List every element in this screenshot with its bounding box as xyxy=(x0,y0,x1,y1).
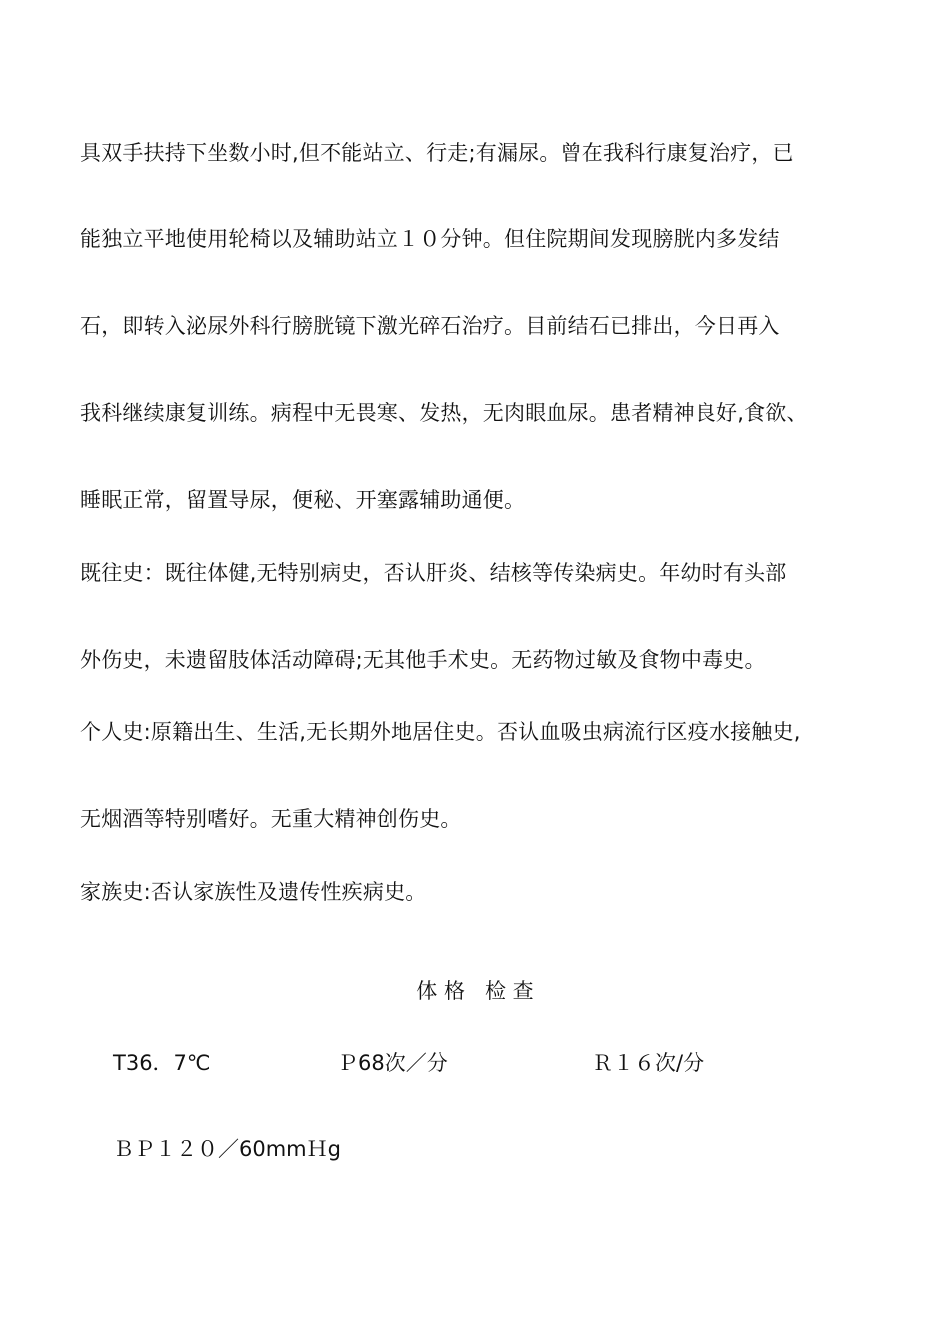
history-line-5: 睡眠正常，留置导尿，便秘、开塞露辅助通便。 xyxy=(80,488,526,512)
exam-heading: 体 格 检 查 xyxy=(416,979,534,1003)
history-line-4: 我科继续康复训练。病程中无畏寒、发热，无肉眼血尿。患者精神良好,食欲、 xyxy=(80,401,808,425)
personal-history-line-1: 个人史:原籍出生、生活,无长期外地居住史。否认血吸虫病流行区疫水接触史, xyxy=(80,720,801,744)
history-line-2: 能独立平地使用轮椅以及辅助站立１０分钟。但住院期间发现膀胱内多发结 xyxy=(80,227,780,251)
vital-blood-pressure: ＢＰ１２０／60mmＨg xyxy=(113,1137,341,1161)
past-history-line-2: 外伤史，未遗留肢体活动障碍;无其他手术史。无药物过敏及食物中毒史。 xyxy=(80,648,766,672)
family-history-line: 家族史:否认家族性及遗传性疾病史。 xyxy=(80,880,427,904)
vital-temperature: T36．7℃ xyxy=(113,1051,211,1075)
history-line-1: 具双手扶持下坐数小时,但不能站立、行走;有漏尿。曾在我科行康复治疗，已 xyxy=(80,141,794,165)
past-history-line-1: 既往史：既往体健,无特别病史，否认肝炎、结核等传染病史。年幼时有头部 xyxy=(80,561,787,585)
history-line-3: 石，即转入泌尿外科行膀胱镜下激光碎石治疗。目前结石已排出，今日再入 xyxy=(80,314,780,338)
vital-respiration: Ｒ１６次/分 xyxy=(592,1051,705,1075)
personal-history-line-2: 无烟酒等特别嗜好。无重大精神创伤史。 xyxy=(80,807,462,831)
vital-pulse: Ｐ68次／分 xyxy=(337,1051,448,1075)
